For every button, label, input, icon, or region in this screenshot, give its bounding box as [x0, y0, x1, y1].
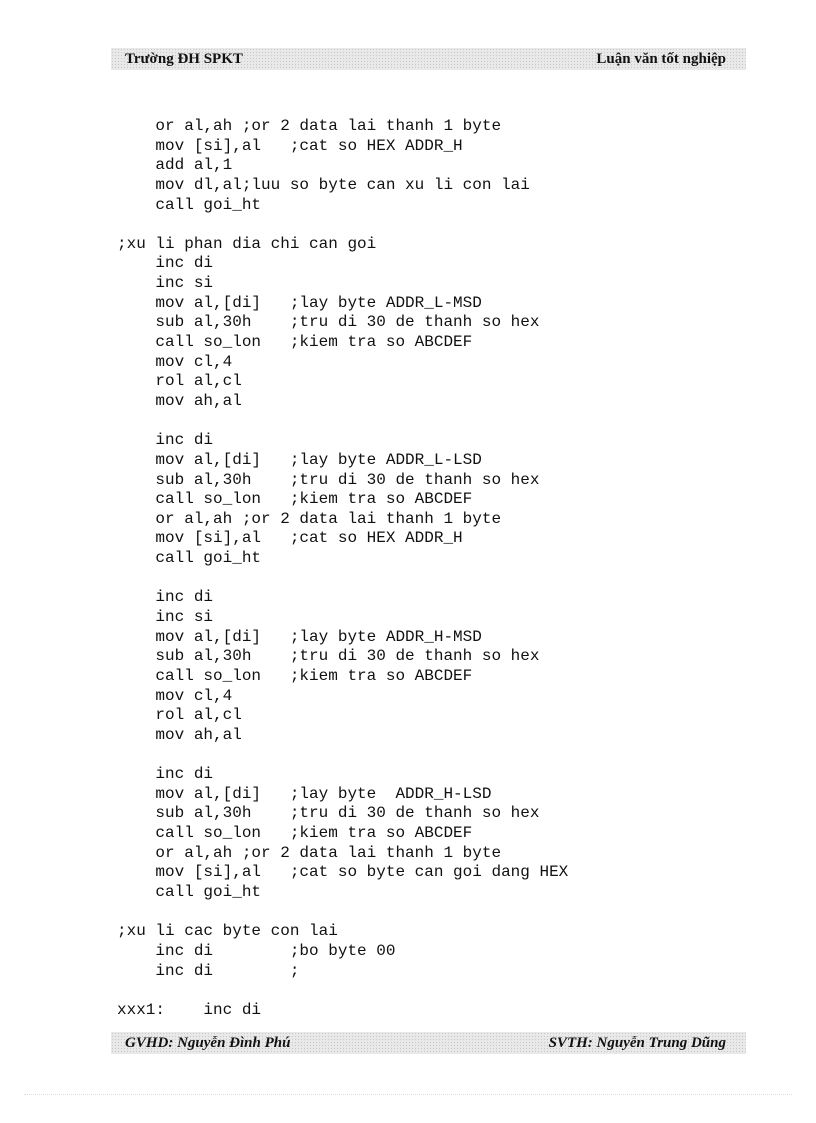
code-line — [117, 981, 568, 1001]
code-line — [117, 746, 568, 766]
code-line: sub al,30h ;tru di 30 de thanh so hex — [117, 647, 540, 666]
code-line: call so_lon ;kiem tra so ABCDEF — [117, 666, 473, 685]
code-line: sub al,30h ;tru di 30 de thanh so hex — [117, 804, 540, 823]
code-line: sub al,30h ;tru di 30 de thanh so hex — [117, 313, 540, 332]
code-line: or al,ah ;or 2 data lai thanh 1 byte — [117, 509, 502, 528]
code-line: mov al,[di] ;lay byte ADDR_L-LSD — [117, 450, 482, 469]
code-line: ;xu li phan dia chi can goi — [117, 234, 377, 253]
code-line: mov [si],al ;cat so HEX ADDR_H — [117, 529, 463, 548]
code-line: inc di — [117, 431, 214, 450]
code-line: call so_lon ;kiem tra so ABCDEF — [117, 824, 473, 843]
code-line: call so_lon ;kiem tra so ABCDEF — [117, 490, 473, 509]
code-listing — [117, 117, 568, 1020]
page-footer — [111, 1032, 746, 1054]
header-thesis-title: Luận văn tốt nghiệp — [596, 50, 726, 67]
code-line: inc di — [117, 765, 214, 784]
code-line: rol al,cl — [117, 372, 242, 391]
code-line: mov ah,al — [117, 391, 242, 410]
code-line: sub al,30h ;tru di 30 de thanh so hex — [117, 470, 540, 489]
code-line: inc si — [117, 608, 214, 627]
footer-student: SVTH: Nguyễn Trung Dũng — [548, 1034, 726, 1051]
code-line: mov al,[di] ;lay byte ADDR_H-MSD — [117, 627, 482, 646]
code-line: mov [si],al ;cat so byte can goi dang HEX — [117, 863, 569, 882]
code-line: ;xu li cac byte con lai — [117, 922, 338, 941]
code-line: inc di — [117, 588, 214, 607]
code-line: rol al,cl — [117, 706, 242, 725]
code-line: mov cl,4 — [117, 352, 233, 371]
code-line: mov dl,al;luu so byte can xu li con lai — [117, 175, 530, 194]
header-school: Trường ĐH SPKT — [125, 50, 243, 67]
code-line: inc di — [117, 254, 214, 273]
code-line: mov al,[di] ;lay byte ADDR_H-LSD — [117, 784, 492, 803]
code-line: or al,ah ;or 2 data lai thanh 1 byte — [117, 843, 502, 862]
code-line: call goi_ht — [117, 549, 262, 568]
page-header — [111, 48, 746, 70]
code-line: call goi_ht — [117, 882, 262, 901]
code-line: add al,1 — [117, 156, 233, 175]
code-line: call goi_ht — [117, 195, 262, 214]
code-line: inc di ;bo byte 00 — [117, 941, 396, 960]
code-line: xxx1: inc di — [117, 1000, 262, 1019]
code-line: inc si — [117, 274, 214, 293]
code-line — [117, 412, 568, 432]
footer-advisor: GVHD: Nguyễn Đình Phú — [125, 1034, 291, 1051]
code-line: or al,ah ;or 2 data lai thanh 1 byte — [117, 117, 502, 135]
code-line: mov [si],al ;cat so HEX ADDR_H — [117, 136, 463, 155]
code-line — [117, 569, 568, 589]
code-line — [117, 903, 568, 923]
code-line — [117, 215, 568, 235]
code-line: mov al,[di] ;lay byte ADDR_L-MSD — [117, 293, 482, 312]
page-bottom-divider — [24, 1094, 792, 1095]
code-line: inc di ; — [117, 961, 300, 980]
code-line: call so_lon ;kiem tra so ABCDEF — [117, 333, 473, 352]
code-line: mov ah,al — [117, 725, 242, 744]
code-line: mov cl,4 — [117, 686, 233, 705]
